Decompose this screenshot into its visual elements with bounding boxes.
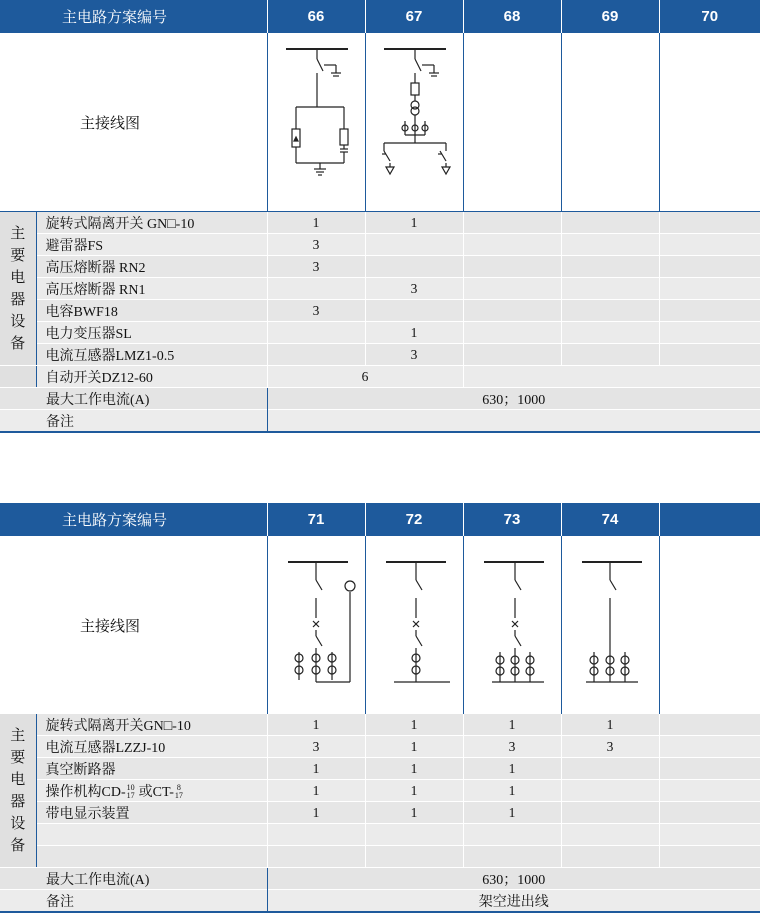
remark-value: 架空进出线	[267, 890, 760, 913]
circuit-74-diagram	[562, 540, 660, 710]
table-scheme-71-74	[0, 503, 760, 913]
circuit-73-diagram	[464, 540, 562, 710]
table-row	[0, 256, 760, 278]
diagram-row	[0, 536, 760, 714]
row-name: 真空断路器	[36, 758, 267, 780]
cell: 3	[267, 736, 365, 758]
diagram-73	[463, 536, 561, 714]
remark-label: 备注	[0, 890, 267, 913]
cell: 3	[267, 256, 365, 278]
row-name: 自动开关DZ12-60	[36, 366, 267, 388]
circuit-71-diagram	[268, 540, 366, 710]
cell: 1	[267, 758, 365, 780]
cell: 1	[365, 322, 463, 344]
diagram-74	[561, 536, 659, 714]
remark-row	[0, 890, 760, 913]
diagram-label: 主接线图	[0, 33, 267, 212]
row-name: 旋转式隔离开关 GN□-10	[36, 212, 267, 234]
col-68: 68	[463, 0, 561, 33]
table-row	[0, 212, 760, 234]
max-current-value: 630；1000	[267, 388, 760, 410]
remark-row	[0, 410, 760, 433]
cell: 1	[463, 714, 561, 736]
col-blank	[659, 503, 760, 536]
col-69: 69	[561, 0, 659, 33]
col-74: 74	[561, 503, 659, 536]
cell: 3	[365, 344, 463, 366]
cell: 1	[365, 780, 463, 802]
table-row	[0, 344, 760, 366]
header-row	[0, 503, 760, 536]
table-row	[0, 736, 760, 758]
table-row	[0, 758, 760, 780]
col-67: 67	[365, 0, 463, 33]
diagram-67	[365, 33, 463, 212]
cell: 1	[267, 714, 365, 736]
cell: 1	[463, 802, 561, 824]
table-row	[0, 322, 760, 344]
row-name	[36, 846, 267, 868]
side-label: 主要电器设备	[0, 212, 36, 366]
header-row	[0, 0, 760, 33]
cell	[267, 322, 365, 344]
cell: 1	[561, 714, 659, 736]
max-current-row	[0, 388, 760, 410]
diagram-71	[267, 536, 365, 714]
cell	[267, 278, 365, 300]
cell: 6	[267, 366, 463, 388]
header-label: 主电路方案编号	[0, 503, 267, 536]
max-current-label: 最大工作电流(A)	[0, 388, 267, 410]
max-current-value: 630；1000	[267, 868, 760, 890]
cell: 1	[365, 736, 463, 758]
col-72: 72	[365, 503, 463, 536]
cell	[561, 758, 659, 780]
row-name: 电流互感器LMZ1-0.5	[36, 344, 267, 366]
table-row	[0, 366, 760, 388]
cell: 3	[365, 278, 463, 300]
row-name: 电容BWF18	[36, 300, 267, 322]
table-row	[0, 846, 760, 868]
table-row	[0, 802, 760, 824]
table-row	[0, 278, 760, 300]
diagram-66	[267, 33, 365, 212]
col-70: 70	[659, 0, 760, 33]
circuit-67-diagram	[366, 37, 464, 207]
side-label: 主要电器设备	[0, 714, 36, 868]
cell	[365, 256, 463, 278]
cell: 3	[463, 736, 561, 758]
table-scheme-66-70	[0, 0, 760, 433]
circuit-72-diagram	[366, 540, 464, 710]
cell: 1	[463, 758, 561, 780]
row-name	[36, 824, 267, 846]
cell	[365, 234, 463, 256]
row-name: 带电显示装置	[36, 802, 267, 824]
max-current-row	[0, 868, 760, 890]
row-name: 旋转式隔离开关GN□-10	[36, 714, 267, 736]
cell: 3	[561, 736, 659, 758]
diagram-label: 主接线图	[0, 536, 267, 714]
cell: 1	[267, 212, 365, 234]
diagram-69	[561, 33, 659, 212]
diagram-72	[365, 536, 463, 714]
remark-value	[267, 410, 760, 433]
col-66: 66	[267, 0, 365, 33]
cell	[365, 300, 463, 322]
cell: 3	[267, 300, 365, 322]
cell	[561, 780, 659, 802]
row-name: 高压熔断器 RN1	[36, 278, 267, 300]
cell: 1	[365, 212, 463, 234]
max-current-label: 最大工作电流(A)	[0, 868, 267, 890]
cell	[267, 344, 365, 366]
table-row	[0, 780, 760, 802]
table-row	[0, 234, 760, 256]
cell	[561, 802, 659, 824]
diagram-68	[463, 33, 561, 212]
col-73: 73	[463, 503, 561, 536]
cell: 3	[267, 234, 365, 256]
diagram-70	[659, 33, 760, 212]
cell: 1	[365, 802, 463, 824]
row-name: 电流互感器LZZJ-10	[36, 736, 267, 758]
col-71: 71	[267, 503, 365, 536]
circuit-66-diagram	[268, 37, 366, 207]
table-row	[0, 824, 760, 846]
diagram-row	[0, 33, 760, 212]
cell: 1	[267, 802, 365, 824]
remark-label: 备注	[0, 410, 267, 433]
row-name: 操作机构CD-10 17 或CT- 8 17	[36, 780, 267, 802]
diagram-blank	[659, 536, 760, 714]
row-name: 避雷器FS	[36, 234, 267, 256]
header-label: 主电路方案编号	[0, 0, 267, 33]
cell: 1	[365, 714, 463, 736]
table-row	[0, 300, 760, 322]
cell: 1	[463, 780, 561, 802]
row-name: 高压熔断器 RN2	[36, 256, 267, 278]
row-name: 电力变压器SL	[36, 322, 267, 344]
cell: 1	[267, 780, 365, 802]
cell: 1	[365, 758, 463, 780]
table-row	[0, 714, 760, 736]
